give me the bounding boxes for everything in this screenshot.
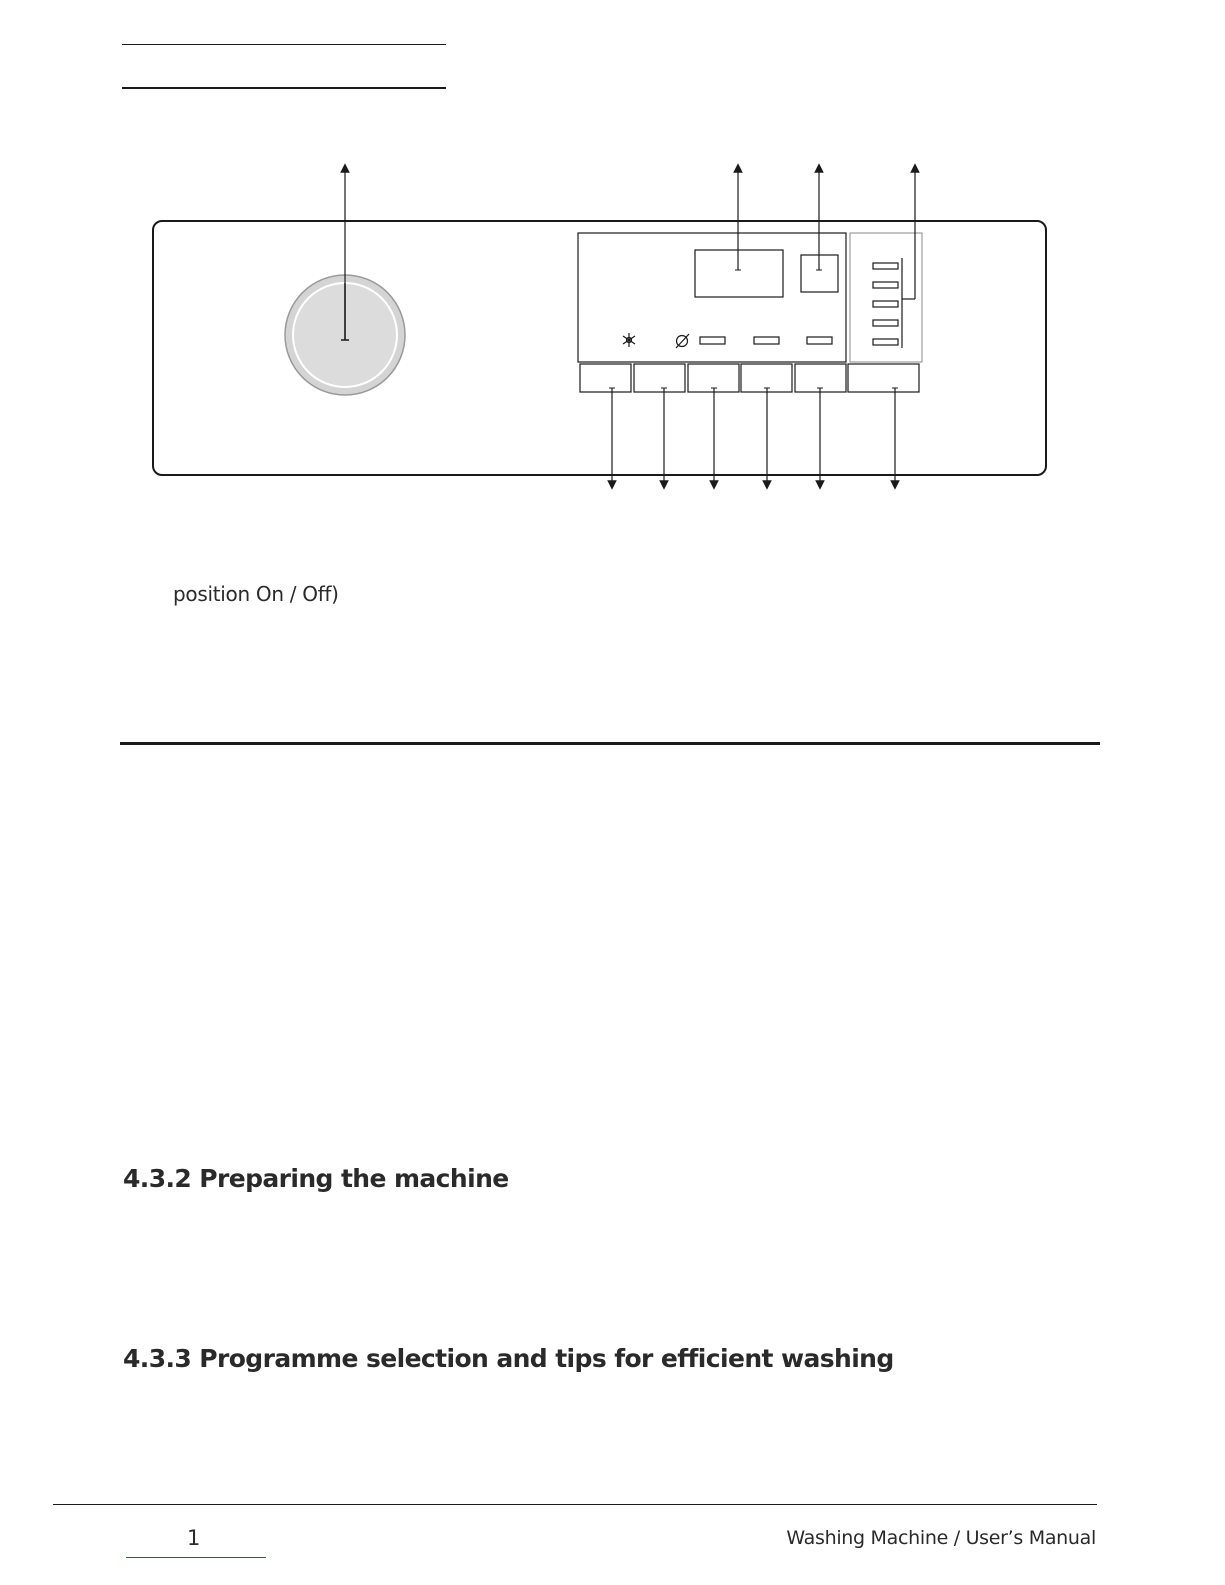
indicator-lamp (873, 263, 898, 269)
footer-link-underline[interactable] (126, 1557, 266, 1558)
indicator-lamp (873, 282, 898, 288)
indicator-lamp (700, 337, 725, 344)
indicator-lamp (873, 320, 898, 326)
diagram-caption: position On / Off) (173, 582, 339, 606)
section-heading-programme-selection: 4.3.3 Programme selection and tips for efficient washing (123, 1344, 894, 1373)
panel-button (848, 364, 919, 392)
indicator-lamp (754, 337, 779, 344)
footer-rule (53, 1504, 1097, 1505)
indicator-lamp (873, 339, 898, 345)
snowflake-icon (623, 333, 635, 347)
panel-button (580, 364, 631, 392)
page-number: 1 (187, 1526, 201, 1550)
section-divider (120, 742, 1100, 745)
panel-button (634, 364, 685, 392)
indicator-lamp (807, 337, 832, 344)
manual-title: Washing Machine / User’s Manual (786, 1527, 1096, 1549)
no-spin-icon (676, 334, 689, 348)
indicator-lamp (873, 301, 898, 307)
section-heading-preparing: 4.3.2 Preparing the machine (123, 1164, 509, 1193)
control-panel-diagram (0, 0, 1225, 560)
indicator-column (850, 233, 922, 362)
display-screen (695, 250, 783, 297)
